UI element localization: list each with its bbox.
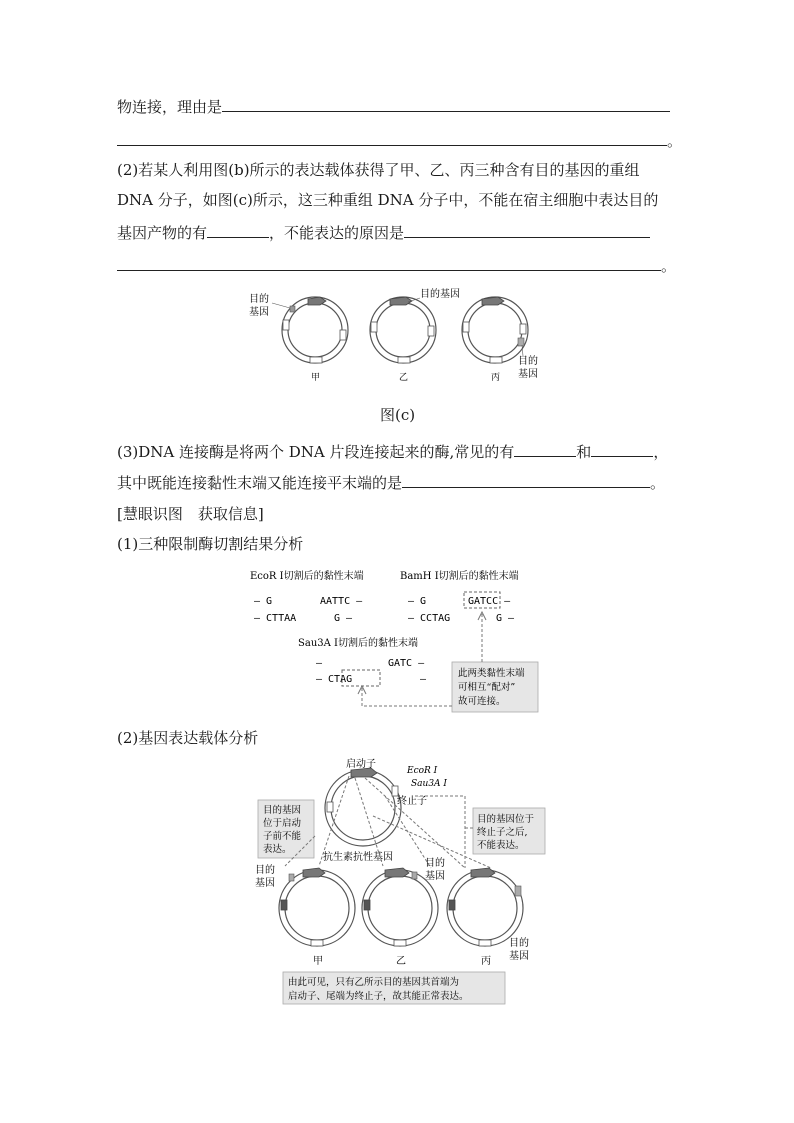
enzyme-note-3: 故可连接。 xyxy=(458,696,506,707)
enzyme-figure xyxy=(250,566,550,716)
q3-text-c: ， xyxy=(653,443,669,461)
vector-label-yi: 乙 xyxy=(396,956,406,967)
q2-line2: DNA 分子，如图(c)所示，这三种重组 DNA 分子中，不能在宿主细胞中表达目的 xyxy=(117,191,659,209)
note-left-3: 子前不能 xyxy=(263,831,302,842)
ecor-right-top: AATTC — xyxy=(320,596,363,607)
bam-right-bottom: G — xyxy=(496,613,515,624)
note-right-3: 不能表达。 xyxy=(477,840,525,851)
answer-blank[interactable] xyxy=(404,222,650,238)
label-antibiotic: 抗生素抗性基因 xyxy=(323,852,393,863)
q3-text-b: 和 xyxy=(576,443,592,461)
q2-line3 xyxy=(117,222,650,243)
bing-target-2: 基因 xyxy=(509,951,529,962)
conclusion-2: 启动子、尾端为终止子，故其能正常表达。 xyxy=(288,991,469,1002)
sau-right-top: GATC — xyxy=(388,658,425,669)
vector-plasmid-yi xyxy=(362,857,445,967)
subsection-2: (2)基因表达载体分析 xyxy=(117,729,259,747)
q1-reason-line xyxy=(117,96,670,117)
q2-line1: (2)若某人利用图(b)所示的表达载体获得了甲、乙、丙三种含有目的基因的重组 xyxy=(117,161,640,179)
label-ecor: EcoR Ⅰ xyxy=(407,766,438,776)
q3-text-d: 其中既能连接黏性末端又能连接平末端的是 xyxy=(117,474,403,492)
q3-text-a: (3)DNA 连接酶是将两个 DNA 片段连接起来的酶,常见的有 xyxy=(117,443,515,461)
bing-target-1: 目的 xyxy=(509,938,529,949)
answer-blank[interactable] xyxy=(117,130,667,146)
note-right-2: 终止子之后, xyxy=(477,827,528,838)
figure-c xyxy=(240,286,560,386)
jia-target-1: 目的 xyxy=(255,865,275,876)
vector-plasmid-bing xyxy=(447,868,529,967)
bam-right-top: GATCC — xyxy=(468,596,511,607)
subsection-1: (1)三种限制酶切割结果分析 xyxy=(117,535,304,553)
note-left-1: 目的基因 xyxy=(263,805,302,816)
plasmid-bing xyxy=(462,297,538,383)
plasmid-label-jia: 甲 xyxy=(311,373,321,383)
vector-figure xyxy=(255,756,555,1006)
enzyme-note-1: 此两类黏性末端 xyxy=(458,668,525,679)
label-promoter: 启动子 xyxy=(346,759,376,770)
figure-c-caption: 图(c) xyxy=(380,406,416,424)
period: 。 xyxy=(667,132,683,150)
plasmid-label-bing: 丙 xyxy=(491,373,501,383)
q2-line4 xyxy=(117,255,676,276)
fig-c-label-target-3a: 目的 xyxy=(518,356,538,367)
period: 。 xyxy=(661,257,677,275)
yi-target-1: 目的 xyxy=(425,858,445,869)
q1-reason-label: 物连接，理由是 xyxy=(117,98,223,116)
fig-c-label-target-1a: 目的 xyxy=(249,294,269,305)
answer-blank[interactable] xyxy=(117,255,661,271)
note-left-4: 表达。 xyxy=(263,844,292,855)
fig-c-label-target-3b: 基因 xyxy=(518,369,538,380)
period: 。 xyxy=(650,474,666,492)
q2-line3-text: 基因产物的有 xyxy=(117,224,208,242)
fig-c-label-target-2: 目的基因 xyxy=(420,289,460,300)
q3-line2 xyxy=(117,472,665,493)
vector-plasmid-jia xyxy=(255,864,355,967)
yi-target-2: 基因 xyxy=(425,871,445,882)
jia-target-2: 基因 xyxy=(255,878,275,889)
bam-title: BamH Ⅰ切割后的黏性末端 xyxy=(400,571,519,582)
q1-continuation-line xyxy=(117,130,682,151)
ecor-left-top: — G xyxy=(254,596,273,607)
sau-title: Sau3A Ⅰ切割后的黏性末端 xyxy=(298,638,418,649)
ecor-title: EcoR Ⅰ切割后的黏性末端 xyxy=(250,571,364,582)
sau-left-bottom: — CTAG xyxy=(316,674,353,685)
answer-blank[interactable] xyxy=(402,472,650,488)
sau-left-top: — xyxy=(316,658,323,669)
plasmid-yi xyxy=(370,287,460,383)
fig-c-label-target-1b: 基因 xyxy=(249,307,269,318)
plasmid-label-yi: 乙 xyxy=(399,373,409,383)
label-terminator: 终止子 xyxy=(397,796,427,807)
ecor-right-bottom: G — xyxy=(334,613,353,624)
enzyme-note-2: 可相互“配对” xyxy=(458,682,516,693)
answer-blank[interactable] xyxy=(222,96,670,112)
q3-line1 xyxy=(117,441,668,462)
vector-label-jia: 甲 xyxy=(313,956,323,967)
ecor-left-bottom: — CTTAA xyxy=(254,613,297,624)
answer-blank[interactable] xyxy=(514,441,576,457)
conclusion-1: 由此可见，只有乙所示目的基因其首端为 xyxy=(288,977,460,988)
q2-line3-text2: ，不能表达的原因是 xyxy=(269,224,405,242)
plasmid-jia xyxy=(249,293,348,383)
bam-left-top: — G xyxy=(408,596,427,607)
note-left-2: 位于启动 xyxy=(263,818,302,829)
section-title: [慧眼识图 获取信息] xyxy=(117,505,264,523)
vector-plasmid-top xyxy=(325,768,401,846)
label-sau: Sau3A Ⅰ xyxy=(411,779,447,789)
answer-blank[interactable] xyxy=(207,222,269,238)
bam-left-bottom: — CCTAG xyxy=(408,613,451,624)
answer-blank[interactable] xyxy=(591,441,653,457)
note-right-1: 目的基因位于 xyxy=(477,814,535,825)
sau-right-bottom: — xyxy=(420,674,427,685)
vector-label-bing: 丙 xyxy=(481,956,491,967)
